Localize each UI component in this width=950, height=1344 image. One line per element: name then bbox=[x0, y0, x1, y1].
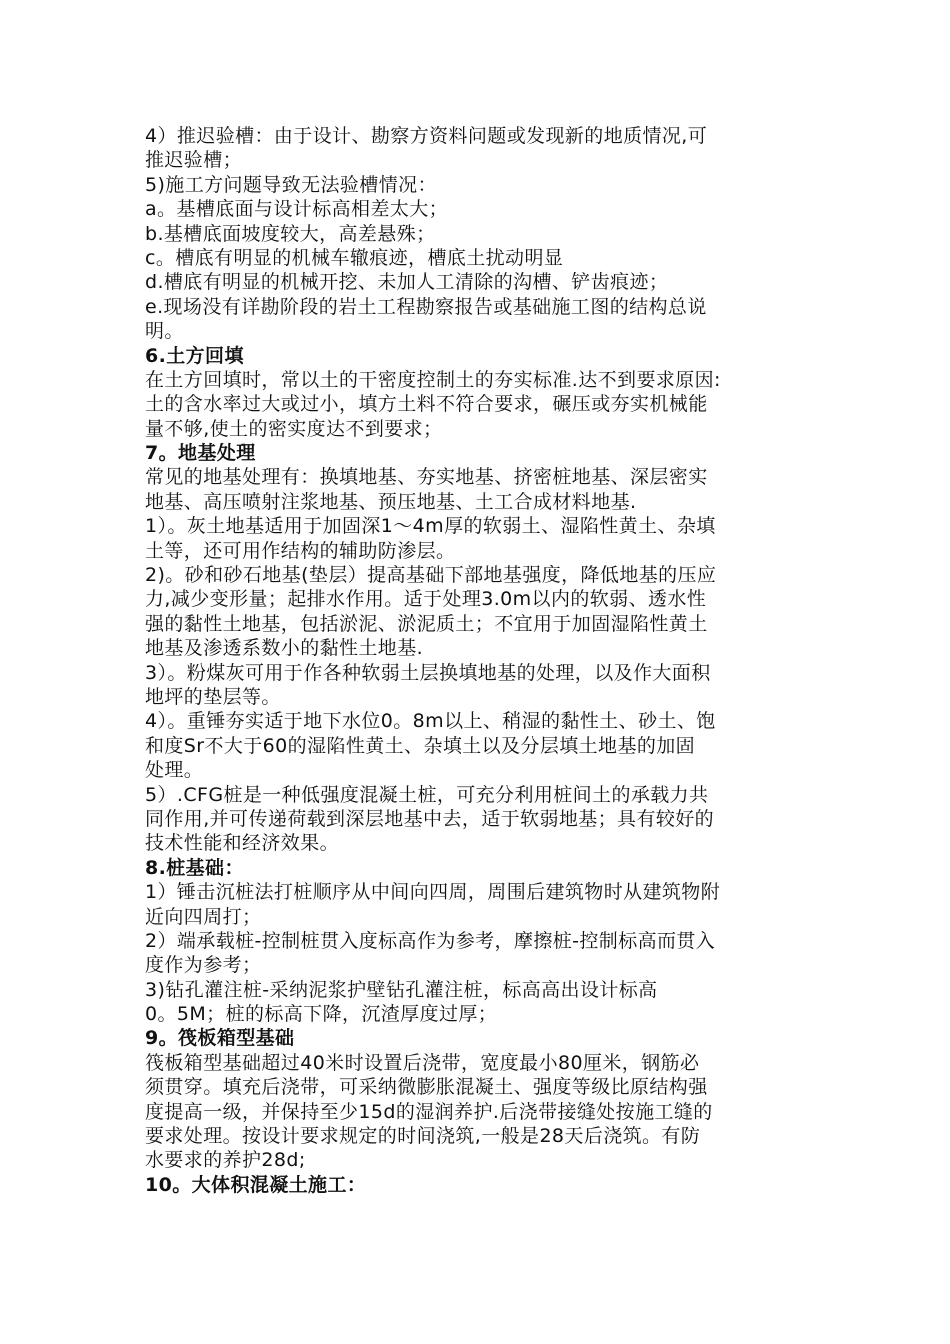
text-line: 1）锤击沉桩法打桩顺序从中间向四周，周围后建筑物时从建筑物附 bbox=[145, 881, 721, 904]
text-line: 和度Sr不大于60的湿陷性黄土、杂填土以及分层填土地基的加固 bbox=[145, 734, 696, 757]
text-line: 3)钻孔灌注桩-采纳泥浆护壁钻孔灌注桩，标高高出设计标高 bbox=[145, 978, 658, 1001]
text-line: a。基槽底面与设计标高相差太大； bbox=[145, 198, 449, 221]
text-line: 地坪的垫层等。 bbox=[145, 685, 281, 708]
text-line: 地基及渗透系数小的黏性土地基. bbox=[145, 637, 424, 660]
text-line: c。槽底有明显的机械车辙痕迹，槽底土扰动明显 bbox=[145, 246, 564, 269]
text-line: 2）端承载桩-控制桩贯入度标高作为参考，摩擦桩-控制标高而贯入 bbox=[145, 929, 716, 952]
text-line: 地基、高压喷射注浆地基、预压地基、土工合成材料地基. bbox=[145, 490, 637, 513]
text-line: 在土方回填时，常以土的干密度控制土的夯实标准.达不到要求原因: bbox=[145, 368, 721, 391]
text-line: 5)施工方问题导致无法验槽情况： bbox=[145, 173, 437, 196]
text-line: e.现场没有详勘阶段的岩土工程勘察报告或基础施工图的结构总说 bbox=[145, 295, 707, 318]
text-line: 技术性能和经济效果。 bbox=[145, 832, 340, 855]
text-line: 度作为参考； bbox=[145, 954, 262, 977]
text-line: 度提高一级，并保持至少15d的湿润养护.后浇带接缝处按施工缝的 bbox=[145, 1100, 713, 1123]
text-line: 近向四周打； bbox=[145, 905, 262, 928]
text-line: 4）推迟验槽：由于设计、勘察方资料问题或发现新的地质情况,可 bbox=[145, 125, 708, 147]
text-line: 明。 bbox=[145, 320, 184, 343]
text-line: d.槽底有明显的机械开挖、未加人工清除的沟槽、铲齿痕迹； bbox=[145, 271, 669, 294]
text-line: 5）.CFG桩是一种低强度混凝土桩，可充分利用桩间土的承载力共 bbox=[145, 783, 709, 806]
text-line: 筏板箱型基础超过40米时设置后浇带，宽度最小80厘米，钢筋必 bbox=[145, 1051, 700, 1074]
text-line: 水要求的养护28d; bbox=[145, 1149, 306, 1172]
text-line: 1）。灰土地基适用于加固深1～4m厚的软弱土、湿陷性黄土、杂填 bbox=[145, 515, 716, 538]
section-heading: 6.土方回填 bbox=[145, 344, 244, 367]
text-line: b.基槽底面坡度较大，高差悬殊； bbox=[145, 222, 436, 245]
text-line: 力,减少变形量；起排水作用。适于处理3.0m以内的软弱、透水性 bbox=[145, 588, 707, 611]
text-line: 土的含水率过大或过小，填方土料不符合要求，碾压或夯实机械能 bbox=[145, 393, 708, 416]
section-heading: 9。筏板箱型基础 bbox=[145, 1027, 295, 1050]
text-line: 0。5M；桩的标高下降，沉渣厚度过厚； bbox=[145, 1003, 498, 1026]
text-line: 同作用,并可传递荷载到深层地基中去，适于软弱地基；具有较好的 bbox=[145, 807, 715, 830]
text-line: 强的黏性土地基，包括淤泥、淤泥质土；不宜用于加固湿陷性黄土 bbox=[145, 612, 708, 635]
text-line: 处理。 bbox=[145, 759, 204, 782]
text-line: 3）。粉煤灰可用于作各种软弱土层换填地基的处理，以及作大面积 bbox=[145, 661, 711, 684]
text-line: 要求处理。按设计要求规定的时间浇筑,一般是28天后浇筑。有防 bbox=[145, 1125, 701, 1148]
text-line: 4）。重锤夯实适于地下水位0。8m以上、稍湿的黏性土、砂土、饱 bbox=[145, 710, 716, 733]
section-heading: 8.桩基础： bbox=[145, 856, 244, 879]
text-line: 2)。砂和砂石地基(垫层）提高基础下部地基强度，降低地基的压应 bbox=[145, 564, 717, 587]
text-line: 土等，还可用作结构的辅助防渗层。 bbox=[145, 539, 456, 562]
section-heading: 10。大体积混凝土施工： bbox=[145, 1173, 367, 1196]
text-line: 推迟验槽； bbox=[145, 149, 243, 172]
document-body bbox=[145, 124, 810, 1197]
text-line: 量不够,使土的密实度达不到要求； bbox=[145, 417, 443, 440]
text-line: 须贯穿。填充后浇带，可采纳微膨胀混凝土、强度等级比原结构强 bbox=[145, 1076, 708, 1099]
section-heading: 7。地基处理 bbox=[145, 442, 256, 465]
text-line: 常见的地基处理有：换填地基、夯实地基、挤密桩地基、深层密实 bbox=[145, 466, 708, 489]
